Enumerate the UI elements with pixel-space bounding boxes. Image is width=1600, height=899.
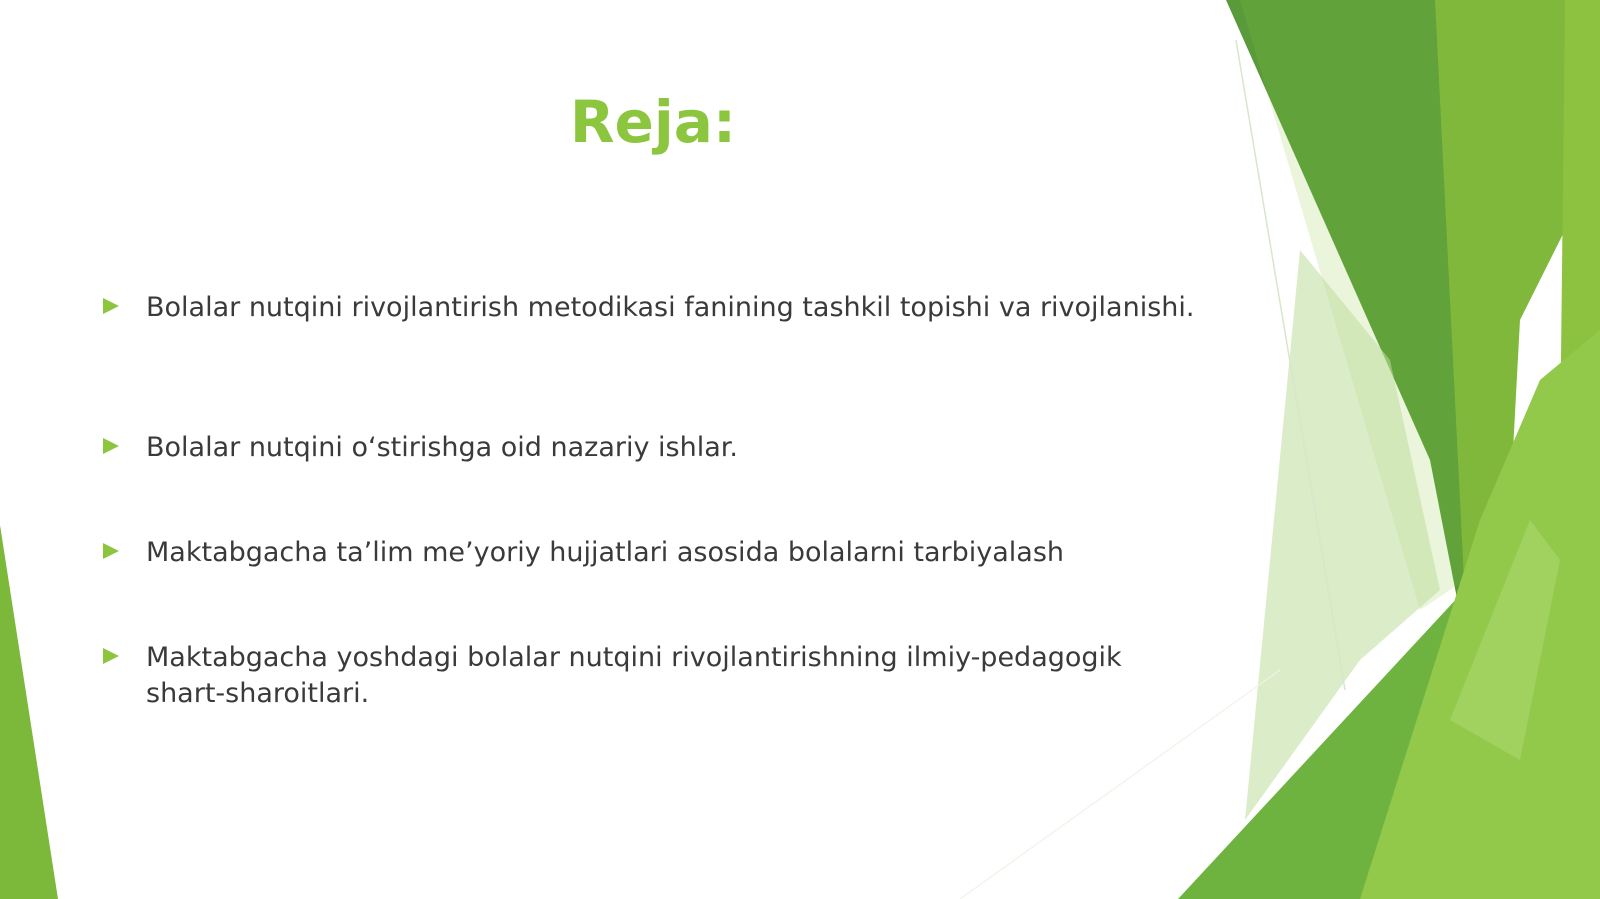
- triangle-bullet-icon: [103, 543, 119, 559]
- triangle-bullet-icon: [103, 438, 119, 454]
- triangle-bullet-icon: [103, 648, 119, 664]
- bullet-text: Maktabgacha ta’lim me’yoriy hujjatlari asosida bolalarni tarbiyalash: [146, 537, 1065, 568]
- triangle-bullet-icon: [103, 298, 119, 314]
- bullet-text: Bolalar nutqini rivojlantirish metodikasi fanining tashkil topishi va rivojlanishi.: [146, 292, 1195, 323]
- left-green-shape: [0, 525, 58, 899]
- bullet-text: Bolalar nutqini o‘stirishga oid nazariy ishlar.: [146, 432, 738, 463]
- bullet-text: Maktabgacha yoshdagi bolalar nutqini rivojlantirishning ilmiy-pedagogik shart-sharoitlari.: [146, 642, 1122, 709]
- slide-title: Reja:: [569, 88, 737, 156]
